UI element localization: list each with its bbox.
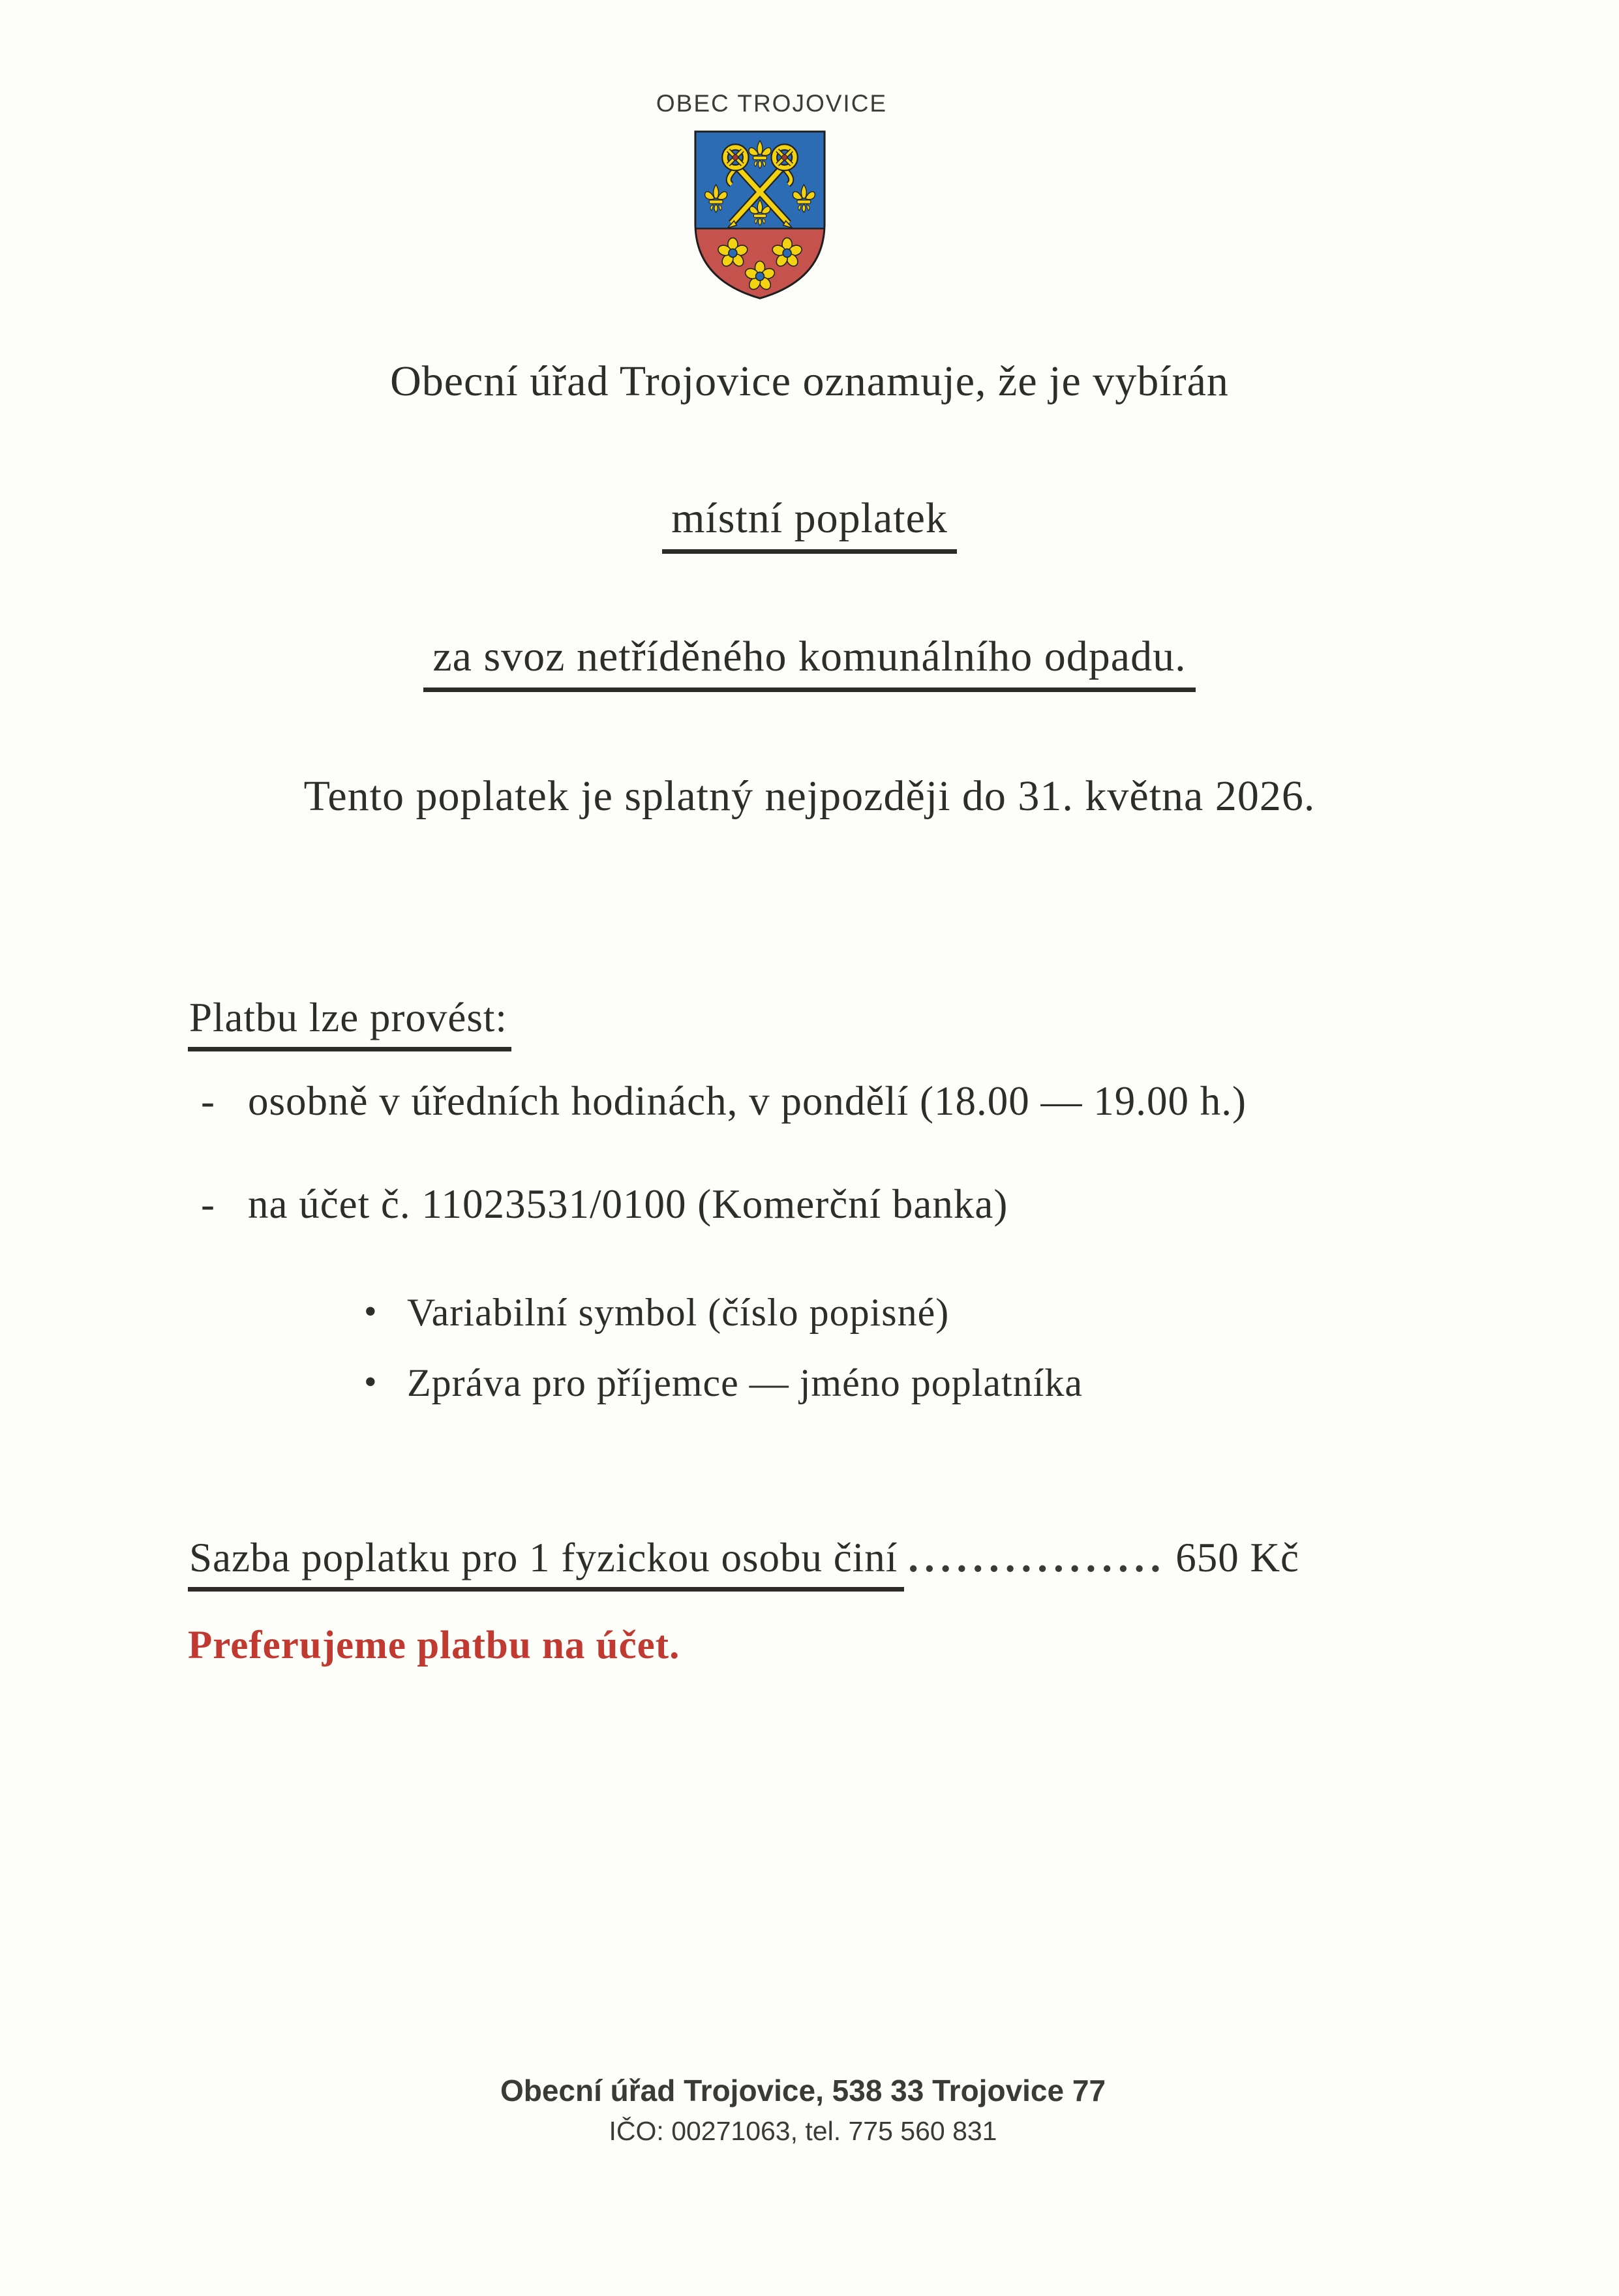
announcement-fee-subject (0, 633, 1619, 692)
due-date-line: Tento poplatek je splatný nejpozději do 31. května 2026. (303, 772, 1316, 820)
payment-preference-note: Preferujeme platbu na účet. (188, 1624, 680, 1667)
footer-contacts: IČO: 00271063, tel. 775 560 831 (609, 2116, 997, 2146)
payment-method-text: osobně v úředních hodinách, v pondělí (18.00 — 19.00 h.) (248, 1078, 1247, 1124)
bullet-icon: • (364, 1292, 378, 1332)
municipality-title: OBEC TROJOVICE (656, 90, 888, 117)
payment-heading-underlined: Platbu lze provést: (188, 994, 511, 1051)
payment-method-in-person (201, 1078, 1247, 1125)
footer-address: Obecní úřad Trojovice, 538 33 Trojovice 77 (500, 2074, 1106, 2107)
transfer-detail-text: Zpráva pro příjemce — jméno poplatníka (407, 1361, 1083, 1404)
payment-method-bank-account (201, 1181, 1008, 1228)
payment-method-text: na účet č. 11023531/0100 (Komerční banka) (248, 1181, 1008, 1227)
dash-marker: - (201, 1078, 215, 1124)
dotted-leader: ................ (908, 1535, 1167, 1580)
fee-rate-line (188, 1534, 1299, 1592)
fee-rate-label: Sazba poplatku pro 1 fyzickou osobu činí (188, 1534, 904, 1592)
fee-title-underlined: místní poplatek (662, 494, 957, 554)
payment-heading (188, 994, 511, 1051)
transfer-detail-variable-symbol (364, 1290, 949, 1335)
bullet-icon: • (364, 1362, 378, 1402)
transfer-detail-text: Variabilní symbol (číslo popisné) (407, 1291, 950, 1334)
announcement-fee-title (0, 494, 1619, 554)
coat-of-arms-icon (689, 124, 831, 310)
announcement-intro: Obecní úřad Trojovice oznamuje, že je vybírán (390, 357, 1229, 405)
coat-of-arms (689, 124, 831, 310)
fee-amount: 650 Kč (1175, 1535, 1299, 1580)
fee-subject-underlined: za svoz netříděného komunálního odpadu. (423, 633, 1195, 692)
dash-marker: - (201, 1181, 215, 1227)
transfer-detail-recipient-message (364, 1361, 1083, 1406)
